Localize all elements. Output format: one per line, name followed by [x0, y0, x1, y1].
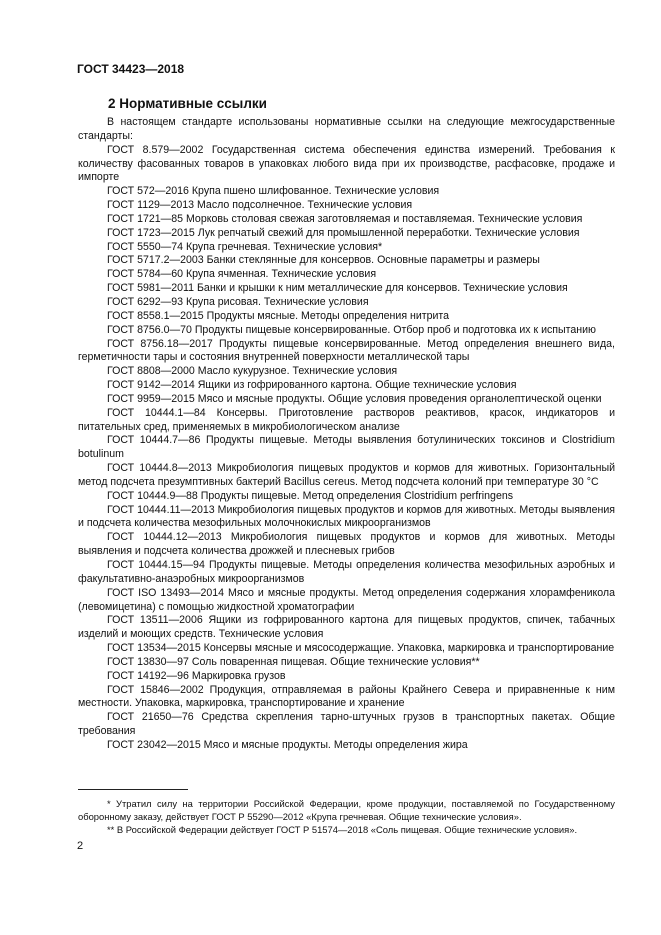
- reference-item: ГОСТ 13511—2006 Ящики из гофрированного картона для пищевых продуктов, спичек, табачных изделий и моющих средств. Технические условия: [78, 614, 615, 641]
- page-number: 2: [77, 840, 84, 852]
- reference-item: ГОСТ 10444.11—2013 Микробиология пищевых продуктов и кормов для животных. Методы выявления и подсчета количества мезофильных молочнокислых микроорганизмов: [78, 503, 615, 530]
- reference-item: ГОСТ 13830—97 Соль поваренная пищевая. Общие технические условия**: [107, 655, 480, 668]
- reference-item: ГОСТ 5981—2011 Банки и крышки к ним металлические для консервов. Технические условия: [107, 282, 568, 295]
- reference-item: ГОСТ 1129—2013 Масло подсолнечное. Технические условия: [107, 199, 413, 212]
- reference-item: ГОСТ 10444.7—86 Продукты пищевые. Методы выявления ботулинических токсинов и Clostridium botulinum: [78, 434, 615, 461]
- footnotes: [78, 797, 615, 836]
- reference-item: ГОСТ 8756.18—2017 Продукты пищевые консервированные. Метод определения внешнего вида, герметичности тары и состояния внутренней поверхности металлической тары: [78, 337, 615, 364]
- reference-item: ГОСТ ISO 13493—2014 Мясо и мясные продукты. Метод определения содержания хлорамфеникола (левомицетина) с помощью жидкостной хроматографии: [78, 586, 615, 613]
- section-title: 2 Нормативные ссылки: [108, 96, 267, 111]
- reference-item: ГОСТ 5550—74 Крупа гречневая. Технические условия*: [107, 240, 383, 253]
- reference-item: ГОСТ 8558.1—2015 Продукты мясные. Методы определения нитрита: [107, 309, 450, 322]
- footnote-item: ** В Российской Федерации действует ГОСТ Р 51574—2018 «Соль пищевая. Общие технические условия».: [107, 824, 578, 835]
- reference-item: ГОСТ 10444.1—84 Консервы. Приготовление растворов реактивов, красок, индикаторов и питательных сред, применяемых в микробиологическом анализе: [78, 406, 615, 433]
- references-body: [78, 116, 615, 753]
- footnote-item: * Утратил силу на территории Российской Федерации, кроме продукции, поставляемой по Государственному оборонному заказу, действует ГОСТ Р 55290—2012 «Крупа гречневая. Общие технические условия».: [78, 798, 615, 822]
- reference-item: ГОСТ 9142—2014 Ящики из гофрированного картона. Общие технические условия: [107, 379, 517, 392]
- reference-item: ГОСТ 1721—85 Морковь столовая свежая заготовляемая и поставляемая. Технические условия: [107, 212, 583, 225]
- reference-item: ГОСТ 21650—76 Средства скрепления тарно-штучных грузов в транспортных пакетах. Общие требования: [78, 711, 615, 738]
- reference-item: ГОСТ 1723—2015 Лук репчатый свежий для промышленной переработки. Технические условия: [107, 226, 580, 239]
- reference-item: ГОСТ 15846—2002 Продукция, отправляемая в районы Крайнего Севера и приравненные к ним местности. Упаковка, маркировка, транспортирование и хранение: [78, 683, 615, 710]
- reference-item: ГОСТ 5717.2—2003 Банки стеклянные для консервов. Основные параметры и размеры: [107, 254, 540, 267]
- reference-item: ГОСТ 10444.8—2013 Микробиология пищевых продуктов и кормов для животных. Горизонтальный метод подсчета презумптивных бактерий Bacillus cereus. Метод подсчета колоний при температуре 30 °С: [78, 462, 615, 488]
- footnote-divider: [78, 789, 188, 790]
- intro-paragraph: В настоящем стандарте использованы нормативные ссылки на следующие межгосударственные стандарты:: [78, 116, 615, 142]
- reference-item: ГОСТ 10444.12—2013 Микробиология пищевых продуктов и кормов для животных. Методы выявления и подсчета количества дрожжей и плесневых грибов: [78, 531, 615, 558]
- reference-item: ГОСТ 10444.15—94 Продукты пищевые. Методы определения количества мезофильных аэробных и факультативно-анаэробных микроорганизмов: [78, 559, 615, 585]
- reference-item: ГОСТ 8.579—2002 Государственная система обеспечения единства измерений. Требования к количеству фасованных товаров в упаковках любого вида при их производстве, расфасовке, продаже и импорте: [78, 143, 615, 184]
- reference-item: ГОСТ 14192—96 Маркировка грузов: [107, 669, 286, 682]
- document-header: ГОСТ 34423—2018: [77, 62, 185, 76]
- reference-item: ГОСТ 8808—2000 Масло кукурузное. Технические условия: [107, 365, 398, 378]
- reference-item: ГОСТ 13534—2015 Консервы мясные и мясосодержащие. Упаковка, маркировка и транспортирование: [107, 642, 615, 655]
- reference-item: ГОСТ 23042—2015 Мясо и мясные продукты. Методы определения жира: [107, 738, 468, 751]
- reference-item: ГОСТ 8756.0—70 Продукты пищевые консервированные. Отбор проб и подготовка их к испытанию: [107, 323, 596, 336]
- reference-item: ГОСТ 572—2016 Крупа пшено шлифованное. Технические условия: [107, 185, 440, 198]
- reference-item: ГОСТ 6292—93 Крупа рисовая. Технические условия: [107, 295, 369, 308]
- reference-item: ГОСТ 5784—60 Крупа ячменная. Технические условия: [107, 268, 377, 281]
- reference-item: ГОСТ 10444.9—88 Продукты пищевые. Метод определения Clostridium perfringens: [107, 489, 514, 502]
- reference-item: ГОСТ 9959—2015 Мясо и мясные продукты. Общие условия проведения органолептической оценки: [107, 392, 602, 405]
